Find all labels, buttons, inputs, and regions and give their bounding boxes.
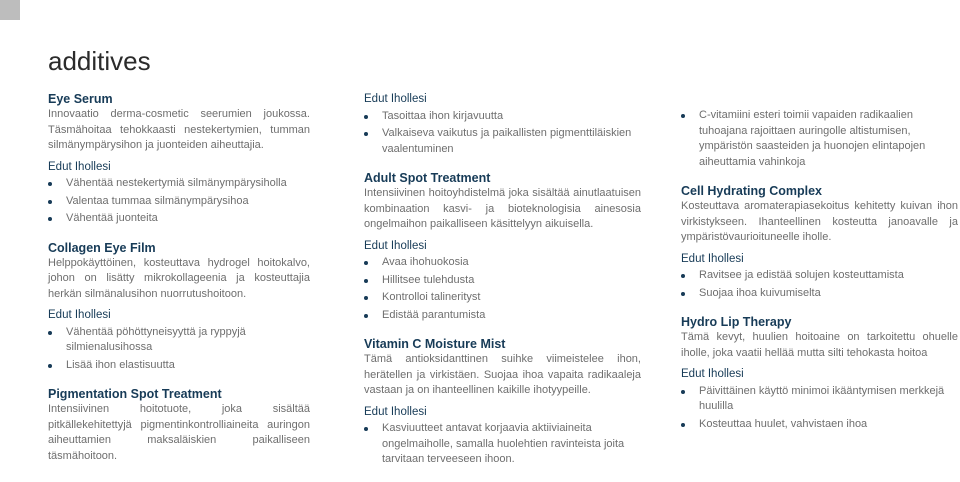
benefit-item: Kasviuutteet antavat korjaavia aktiiviaineita ongelmaiholle, samalla huolehtien ravinteista joita tarvitaan terveeseen ihoon. — [364, 421, 641, 468]
benefits-list — [48, 325, 310, 374]
product-hydro-lip-therapy — [681, 315, 958, 432]
benefit-item: Kosteuttaa huulet, vahvistaen ihoa — [681, 417, 958, 433]
benefits-heading: Edut Ihollesi — [364, 239, 427, 252]
product-title: Collagen Eye Film — [48, 240, 156, 255]
product-title: Pigmentation Spot Treatment — [48, 387, 222, 401]
product-adult-spot-treatment — [364, 171, 641, 323]
product-eye-serum — [48, 92, 310, 227]
benefits-heading: Edut Ihollesi — [681, 368, 744, 380]
product-title: Adult Spot Treatment — [364, 171, 491, 185]
product-vitamin-c-moisture-mist — [364, 337, 641, 468]
benefit-item: Valkaiseva vaikutus ja paikallisten pigmenttiläiskien vaalentuminen — [364, 126, 641, 157]
product-description: Intensiivinen hoitotuote, joka sisältää pitkällekehitettyjä pigmentinkontrolliaineita auringon aiheuttamien maksaläiskien paikalliseen täsmähoitoon. — [48, 403, 310, 462]
benefit-item: Tasoittaa ihon kirjavuutta — [364, 109, 641, 125]
benefit-item: Kontrolloi talinerityst — [364, 290, 641, 306]
benefit-item: Valentaa tummaa silmänympärysihoa — [48, 194, 310, 210]
benefit-item: Päivittäinen käyttö minimoi ikääntymisen merkkejä huulilla — [681, 384, 958, 415]
product-description: Kosteuttava aromaterapiasekoitus kehitetty kuivan ihon virkistykseen. Ihanteellinen kosteutta janoavalle ja ympäristövaurioituneelle iholle. — [681, 200, 958, 243]
vitamin-c-benefits-continued — [681, 108, 958, 170]
benefit-item: Suojaa ihoa kuivumiselta — [681, 286, 958, 302]
product-title: Eye Serum — [48, 92, 113, 106]
product-description: Intensiivinen hoitoyhdistelmä joka sisältää ainutlaatuisen kombinaation kasvi- ja bioteknologisia ainesosia ongelmaihon paikalliseen käsittelyyn aikuisella. — [364, 187, 641, 230]
product-description: Helppokäyttöinen, kosteuttava hydrogel hoitokalvo, johon on lisätty mikrokollageenia ja kosteuttajia herkän silmänalusihon nuorrutushoitoon. — [48, 256, 310, 300]
product-title: Vitamin C Moisture Mist — [364, 337, 506, 351]
corner-square — [0, 0, 20, 20]
benefits-heading: Edut Ihollesi — [48, 160, 111, 173]
benefits-list — [681, 108, 958, 170]
product-collagen-eye-film — [48, 241, 310, 374]
benefits-list — [364, 109, 641, 158]
benefit-item: Vähentää nestekertymiä silmänympärysiholla — [48, 176, 310, 192]
benefit-item: Lisää ihon elastisuutta — [48, 358, 310, 374]
benefit-item: Vähentää juonteita — [48, 211, 310, 227]
benefits-list — [681, 268, 958, 301]
page-title: additives — [48, 46, 151, 76]
benefit-item: Edistää parantumista — [364, 308, 641, 324]
benefit-item: Hillitsee tulehdusta — [364, 273, 641, 289]
product-description: Tämä antioksidanttinen suihke viimeistelee ihon, herätellen ja virkistäen. Suojaa ihoa vapaita radikaaleja vastaan ja on ihanteellinen kaikille ihotyypeille. — [364, 353, 641, 396]
product-cell-hydrating-complex — [681, 184, 958, 301]
benefits-list — [364, 421, 641, 468]
column-2 — [364, 92, 641, 482]
benefits-list — [364, 255, 641, 323]
benefit-item: Avaa ihohuokosia — [364, 255, 641, 271]
column-1 — [48, 92, 310, 478]
product-title: Cell Hydrating Complex — [681, 184, 822, 198]
benefit-item: Vähentää pöhöttyneisyyttä ja ryppyjä silmienalusihossa — [48, 325, 310, 356]
product-description: Tämä kevyt, huulien hoitoaine on tarkoitettu ohuelle iholle, joka vaatii hellää mutta silti tehokasta hoitoa — [681, 331, 958, 359]
product-description: Innovaatio derma-cosmetic seerumien joukossa. Täsmähoitaa tehokkaasti nestekertymien, tumman silmänympärysihon ja juonteiden aiheuttajia. — [48, 108, 310, 151]
product-title: Hydro Lip Therapy — [681, 315, 792, 329]
product-pigmentation-spot-treatment — [48, 387, 310, 464]
column-3 — [681, 92, 958, 446]
benefits-heading: Edut Ihollesi — [364, 93, 427, 105]
pigmentation-benefits-continued — [364, 92, 641, 157]
benefits-list — [48, 176, 310, 227]
benefits-heading: Edut Ihollesi — [48, 309, 111, 321]
benefit-item: Ravitsee ja edistää solujen kosteuttamista — [681, 268, 958, 284]
benefits-heading: Edut Ihollesi — [681, 252, 744, 265]
benefit-item: C-vitamiini esteri toimii vapaiden radikaalien tuhoajana rajoittaen auringolle altistumisen, ympäristön saasteiden ja huonojen elintapojen aiheuttamia vahinkoja — [681, 108, 958, 170]
benefits-heading: Edut Ihollesi — [364, 405, 427, 418]
benefits-list — [681, 384, 958, 433]
